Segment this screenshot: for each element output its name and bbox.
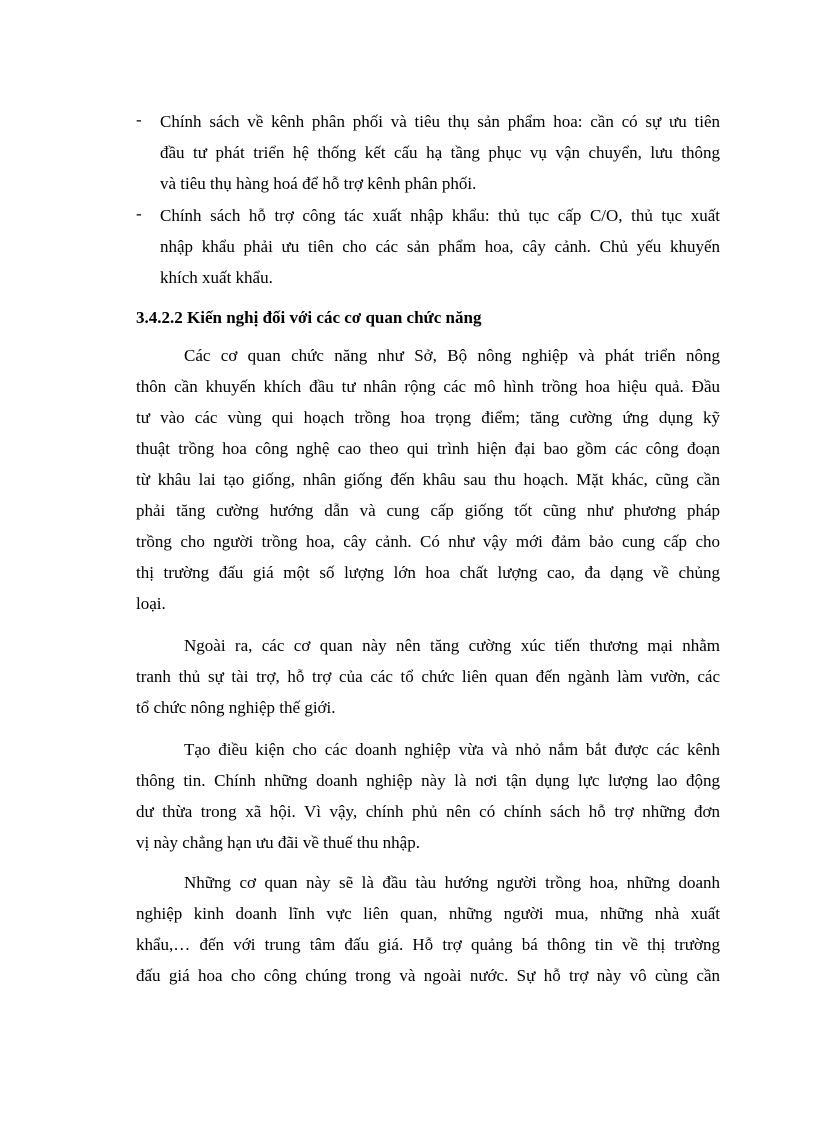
text-line: thôn cần khuyến khích đầu tư nhân rộng các mô hình trồng hoa hiệu quả. Đầu xyxy=(136,377,720,396)
text-line: loại. xyxy=(136,594,166,613)
paragraph-auction-promotion xyxy=(136,867,720,991)
text-line: thông tin. Chính những doanh nghiệp này là nơi tận dụng lực lượng lao động xyxy=(136,771,720,790)
text-line: từ khâu lai tạo giống, nhân giống đến khâu sau thu hoạch. Mặt khác, cũng cần xyxy=(136,470,720,489)
text-line: đầu tư phát triển hệ thống kết cấu hạ tầng phục vụ vận chuyển, lưu thông xyxy=(160,143,720,162)
text-line: Các cơ quan chức năng như Sở, Bộ nông nghiệp và phát triển nông xyxy=(184,346,720,365)
text-line: dư thừa trong xã hội. Vì vậy, chính phủ nên có chính sách hỗ trợ những đơn xyxy=(136,802,720,821)
text-line: vị này chẳng hạn ưu đãi về thuế thu nhập. xyxy=(136,833,420,852)
text-line: nhập khẩu phải ưu tiên cho các sản phẩm hoa, cây cảnh. Chủ yếu khuyến xyxy=(160,237,720,256)
text-line: và tiêu thụ hàng hoá để hỗ trợ kênh phân phối. xyxy=(160,174,477,193)
text-line: đấu giá hoa cho công chúng trong và ngoài nước. Sự hỗ trợ này vô cùng cần xyxy=(136,966,720,985)
paragraph-functional-agencies xyxy=(136,340,720,619)
section-heading: 3.4.2.2 Kiến nghị đối với các cơ quan chức năng xyxy=(136,308,482,327)
text-line: Chính sách về kênh phân phối và tiêu thụ sản phẩm hoa: cần có sự ưu tiên xyxy=(160,112,720,131)
text-line: Những cơ quan này sẽ là đầu tàu hướng người trồng hoa, những doanh xyxy=(184,873,720,892)
text-line: nghiệp kinh doanh lĩnh vực liên quan, những người mua, những nhà xuất xyxy=(136,904,720,923)
text-line: trồng cho người trồng hoa, cây cảnh. Có như vậy mới đảm bảo cung cấp cho xyxy=(136,532,720,551)
paragraph-trade-promotion xyxy=(136,630,720,723)
text-line: phải tăng cường hướng dẫn và cung cấp giống tốt cũng như phương pháp xyxy=(136,501,720,520)
text-line: thị trường đấu giá một số lượng lớn hoa chất lượng cao, đa dạng về chủng xyxy=(136,563,720,582)
text-line: Tạo điều kiện cho các doanh nghiệp vừa và nhỏ nắm bắt được các kênh xyxy=(184,740,720,759)
text-line: khích xuất khẩu. xyxy=(160,268,273,287)
text-line: thuật trồng hoa công nghệ cao theo qui trình hiện đại bao gồm các công đoạn xyxy=(136,439,720,458)
bullet-marker: - xyxy=(136,204,142,223)
paragraph-sme-support xyxy=(136,734,720,858)
text-line: Ngoài ra, các cơ quan này nên tăng cường xúc tiến thương mại nhằm xyxy=(184,636,720,655)
bullet-marker: - xyxy=(136,110,142,129)
text-line: khẩu,… đến với trung tâm đấu giá. Hỗ trợ quảng bá thông tin về thị trường xyxy=(136,935,720,954)
text-line: tổ chức nông nghiệp thế giới. xyxy=(136,698,336,717)
bullet-item-export-policy xyxy=(160,200,720,293)
bullet-item-distribution-policy xyxy=(160,106,720,199)
text-line: Chính sách hỗ trợ công tác xuất nhập khẩu: thủ tục cấp C/O, thủ tục xuất xyxy=(160,206,720,225)
text-line: tư vào các vùng qui hoạch trồng hoa trọng điểm; tăng cường ứng dụng kỹ xyxy=(136,408,720,427)
text-line: tranh thủ sự tài trợ, hỗ trợ của các tổ chức liên quan đến ngành làm vườn, các xyxy=(136,667,720,686)
